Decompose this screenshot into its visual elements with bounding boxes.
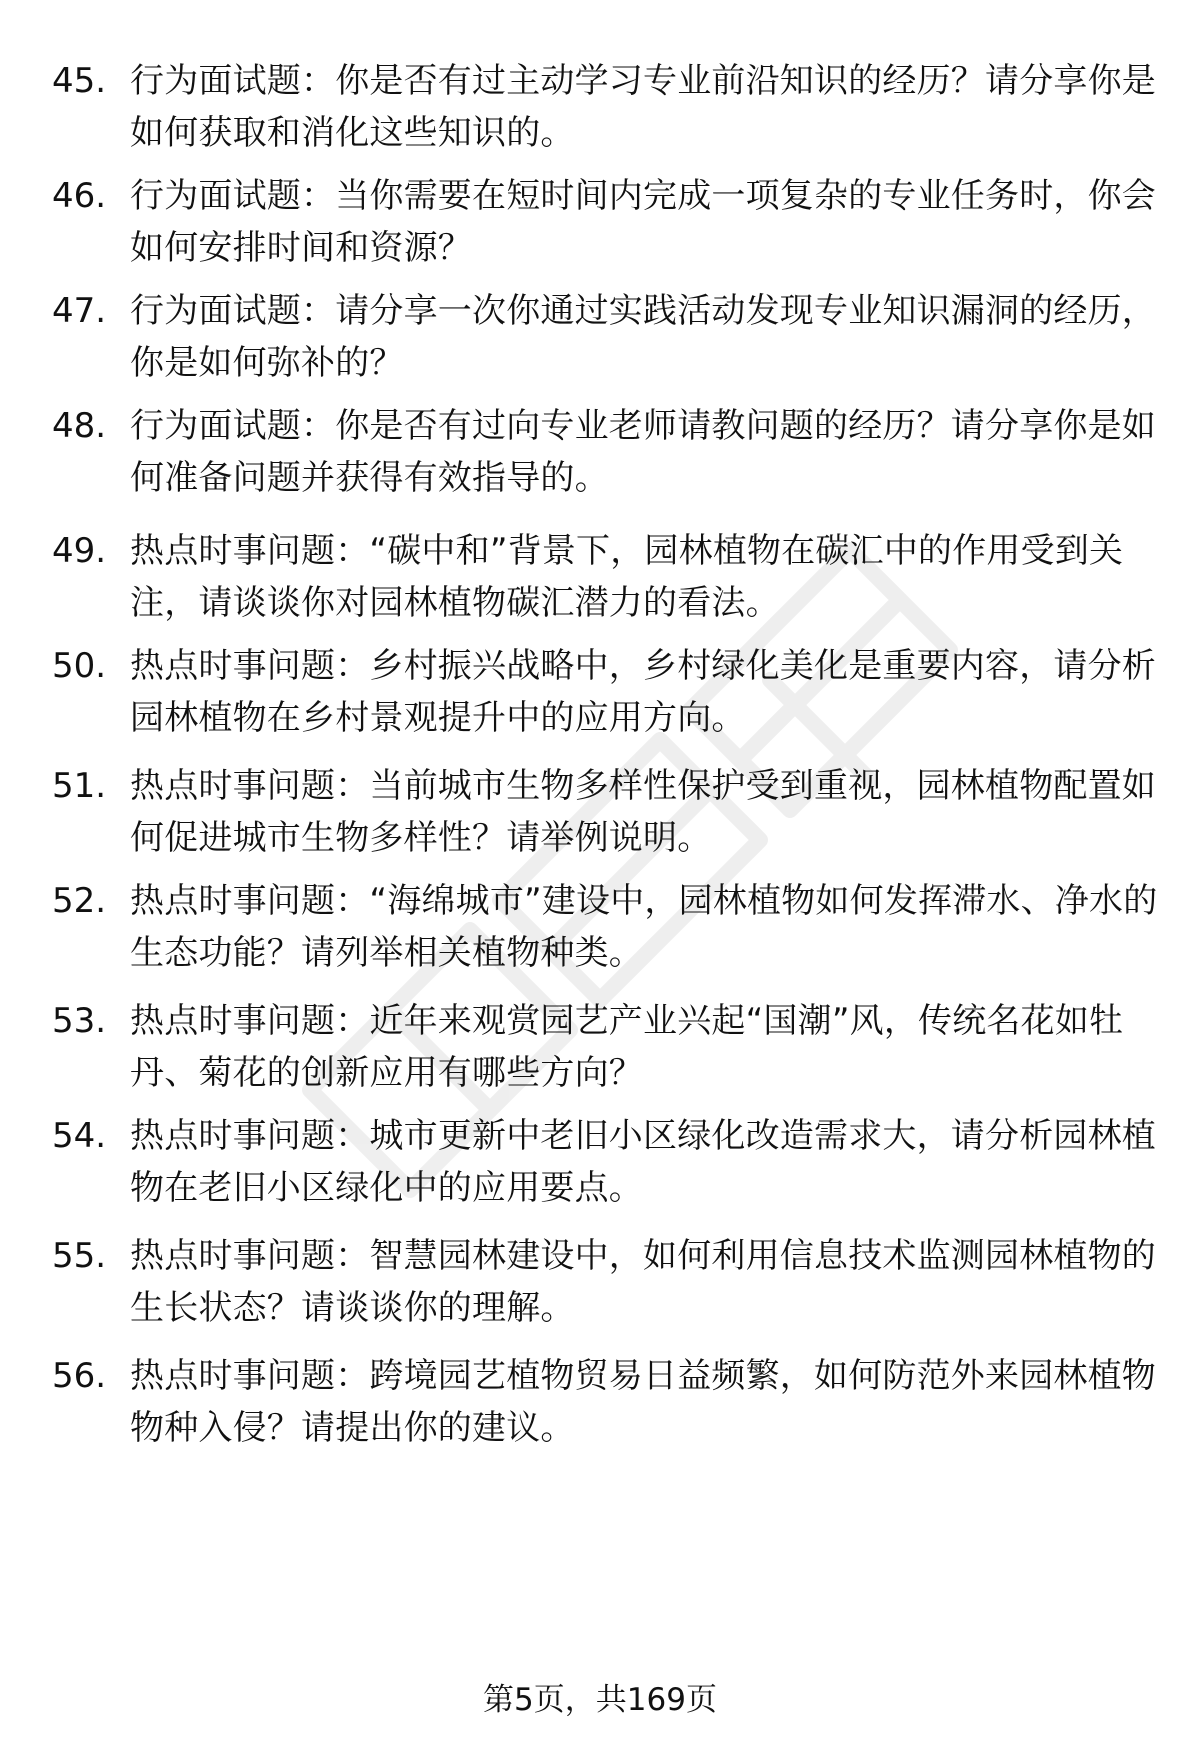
question-number: 46.	[52, 176, 107, 216]
question-item	[0, 640, 1200, 750]
question-item	[0, 875, 1200, 985]
question-number: 52.	[52, 881, 107, 921]
question-number: 51.	[52, 766, 107, 806]
question-number: 50.	[52, 646, 107, 686]
question-text: 热点时事问题：跨境园艺植物贸易日益频繁，如何防范外来园林植物物种入侵？请提出你的建议。	[130, 1356, 1156, 1448]
question-number: 48.	[52, 406, 107, 446]
question-text: 行为面试题：当你需要在短时间内完成一项复杂的专业任务时，你会如何安排时间和资源？	[130, 176, 1156, 268]
question-item	[0, 760, 1200, 870]
question-number: 47.	[52, 291, 107, 331]
question-item	[0, 285, 1200, 395]
question-item	[0, 1110, 1200, 1220]
question-item	[0, 1230, 1200, 1340]
question-text: 热点时事问题：城市更新中老旧小区绿化改造需求大，请分析园林植物在老旧小区绿化中的应用要点。	[130, 1116, 1156, 1208]
question-number: 45.	[52, 61, 107, 101]
page-indicator: 第5页，共169页	[483, 1682, 717, 1718]
question-item	[0, 995, 1200, 1105]
question-text: 行为面试题：请分享一次你通过实践活动发现专业知识漏洞的经历，你是如何弥补的？	[130, 291, 1156, 383]
question-text: 热点时事问题：“海绵城市”建设中，园林植物如何发挥滞水、净水的生态功能？请列举相关植物种类。	[130, 881, 1158, 973]
question-number: 49.	[52, 531, 107, 571]
question-item	[0, 1350, 1200, 1460]
question-number: 56.	[52, 1356, 107, 1396]
question-item	[0, 170, 1200, 280]
question-number: 53.	[52, 1001, 107, 1041]
question-text: 行为面试题：你是否有过主动学习专业前沿知识的经历？请分享你是如何获取和消化这些知识的。	[130, 61, 1156, 153]
question-text: 热点时事问题：当前城市生物多样性保护受到重视，园林植物配置如何促进城市生物多样性？请举例说明。	[130, 766, 1156, 858]
question-number: 55.	[52, 1236, 107, 1276]
question-text: 热点时事问题：近年来观赏园艺产业兴起“国潮”风，传统名花如牡丹、菊花的创新应用有哪些方向？	[130, 1001, 1124, 1093]
question-text: 热点时事问题：乡村振兴战略中，乡村绿化美化是重要内容，请分析园林植物在乡村景观提升中的应用方向。	[130, 646, 1156, 738]
question-item	[0, 525, 1200, 635]
question-number: 54.	[52, 1116, 107, 1156]
question-item	[0, 400, 1200, 510]
question-item	[0, 55, 1200, 165]
question-text: 行为面试题：你是否有过向专业老师请教问题的经历？请分享你是如何准备问题并获得有效指导的。	[130, 406, 1156, 498]
question-text: 热点时事问题：智慧园林建设中，如何利用信息技术监测园林植物的生长状态？请谈谈你的理解。	[130, 1236, 1156, 1328]
question-text: 热点时事问题：“碳中和”背景下，园林植物在碳汇中的作用受到关注，请谈谈你对园林植物碳汇潜力的看法。	[130, 531, 1124, 623]
